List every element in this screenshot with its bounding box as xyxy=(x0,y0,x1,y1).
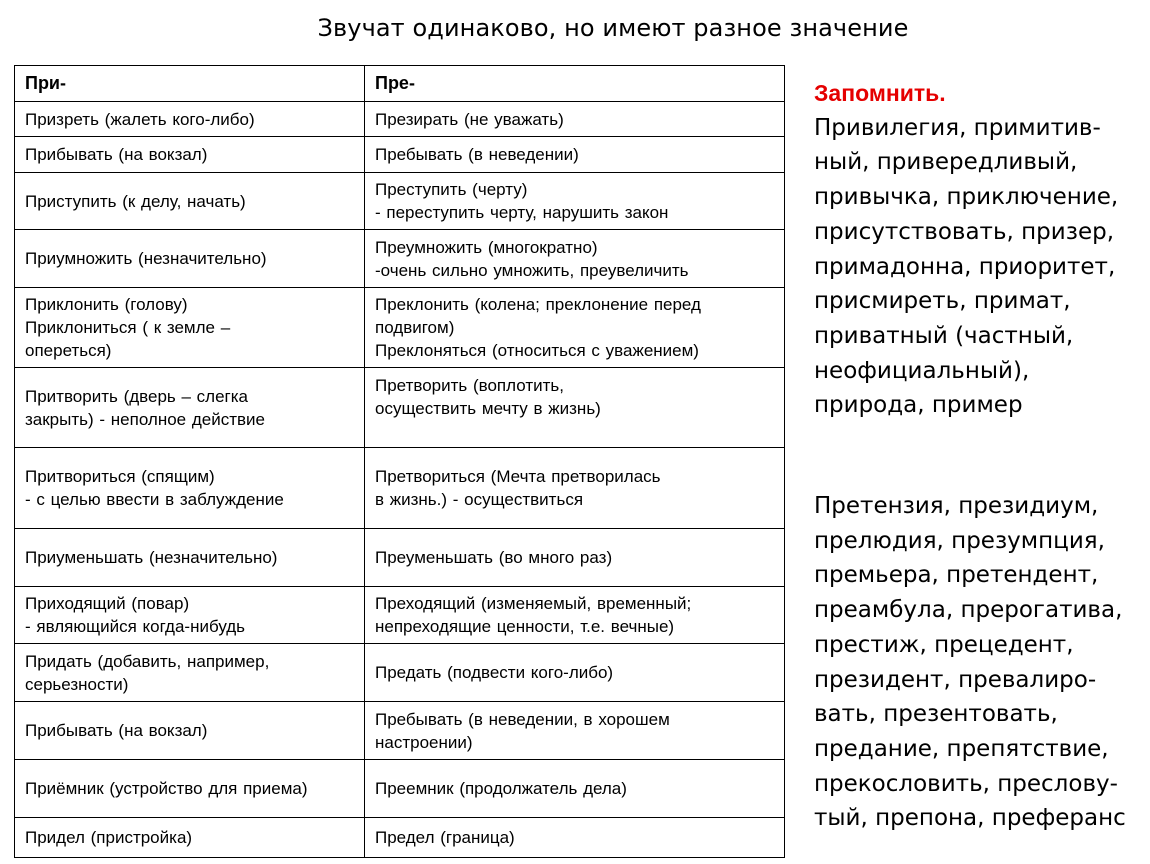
table-row xyxy=(15,288,785,368)
table-header-row xyxy=(15,66,785,102)
pre-cell: Пребывать (в неведении, в хорошем настроении) xyxy=(365,702,785,760)
table-row xyxy=(15,230,785,288)
pri-cell: Притвориться (спящим) - с целью ввести в заблуждение xyxy=(15,448,365,529)
pre-cell: Пребывать (в неведении) xyxy=(365,137,785,173)
pre-words-list: Претензия, президиум, прелюдия, презумпция, премьера, претендент, преамбула, прерогатива, престиж, прецедент, президент, превалиро- вать, презентовать, предание, препятствие, прекословить, преслову- тый, препона, преферанс xyxy=(814,493,1126,832)
pre-cell: Преумножить (многократно) -очень сильно умножить, преувеличить xyxy=(365,230,785,288)
prefix-comparison-table xyxy=(14,65,785,858)
table-row xyxy=(15,587,785,644)
pri-cell: Прибывать (на вокзал) xyxy=(15,137,365,173)
pri-cell: Придать (добавить, например, серьезности) xyxy=(15,644,365,702)
pri-cell: Придел (пристройка) xyxy=(15,818,365,858)
pre-cell: Преемник (продолжатель дела) xyxy=(365,760,785,818)
pri-cell: Приходящий (повар) - являющийся когда-нибудь xyxy=(15,587,365,644)
pre-cell: Претворить (воплотить, осуществить мечту в жизнь) xyxy=(365,368,785,448)
remember-panel xyxy=(814,76,1144,832)
table-row xyxy=(15,760,785,818)
pri-cell: Приуменьшать (незначительно) xyxy=(15,529,365,587)
pre-cell: Преуменьшать (во много раз) xyxy=(365,529,785,587)
column-header-pre: Пре- xyxy=(365,66,785,102)
pri-cell: Приступить (к делу, начать) xyxy=(15,173,365,230)
pri-cell: Прибывать (на вокзал) xyxy=(15,702,365,760)
pre-cell: Преходящий (изменяемый, временный; непреходящие ценности, т.е. вечные) xyxy=(365,587,785,644)
table-row xyxy=(15,448,785,529)
table-row xyxy=(15,702,785,760)
pre-cell: Предать (подвести кого-либо) xyxy=(365,644,785,702)
pre-cell: Презирать (не уважать) xyxy=(365,102,785,137)
table-row xyxy=(15,818,785,858)
pri-cell: Приумножить (незначительно) xyxy=(15,230,365,288)
pre-cell: Претвориться (Мечта претворилась в жизнь.) - осуществиться xyxy=(365,448,785,529)
table-row xyxy=(15,173,785,230)
table-row xyxy=(15,102,785,137)
table-row xyxy=(15,529,785,587)
remember-heading: Запомнить. xyxy=(814,80,946,106)
column-header-pri: При- xyxy=(15,66,365,102)
pre-cell: Предел (граница) xyxy=(365,818,785,858)
table-row xyxy=(15,368,785,448)
pri-words-list: Привилегия, примитив- ный, привередливый, привычка, приключение, присутствовать, призер, примадонна, приоритет, присмиреть, примат, приватный (частный, неофициальный), природа, пример xyxy=(814,114,1119,419)
table-row xyxy=(15,644,785,702)
pri-cell: Приклонить (голову) Приклониться ( к земле – опереться) xyxy=(15,288,365,368)
pre-cell: Преступить (черту) - переступить черту, нарушить закон xyxy=(365,173,785,230)
pri-cell: Приёмник (устройство для приема) xyxy=(15,760,365,818)
slide-title: Звучат одинаково, но имеют разное значение xyxy=(317,14,909,42)
pri-cell: Призреть (жалеть кого-либо) xyxy=(15,102,365,137)
pri-cell: Притворить (дверь – слегка закрыть) - неполное действие xyxy=(15,368,365,448)
pre-cell: Преклонить (колена; преклонение перед подвигом) Преклоняться (относиться с уважением) xyxy=(365,288,785,368)
table-row xyxy=(15,137,785,173)
